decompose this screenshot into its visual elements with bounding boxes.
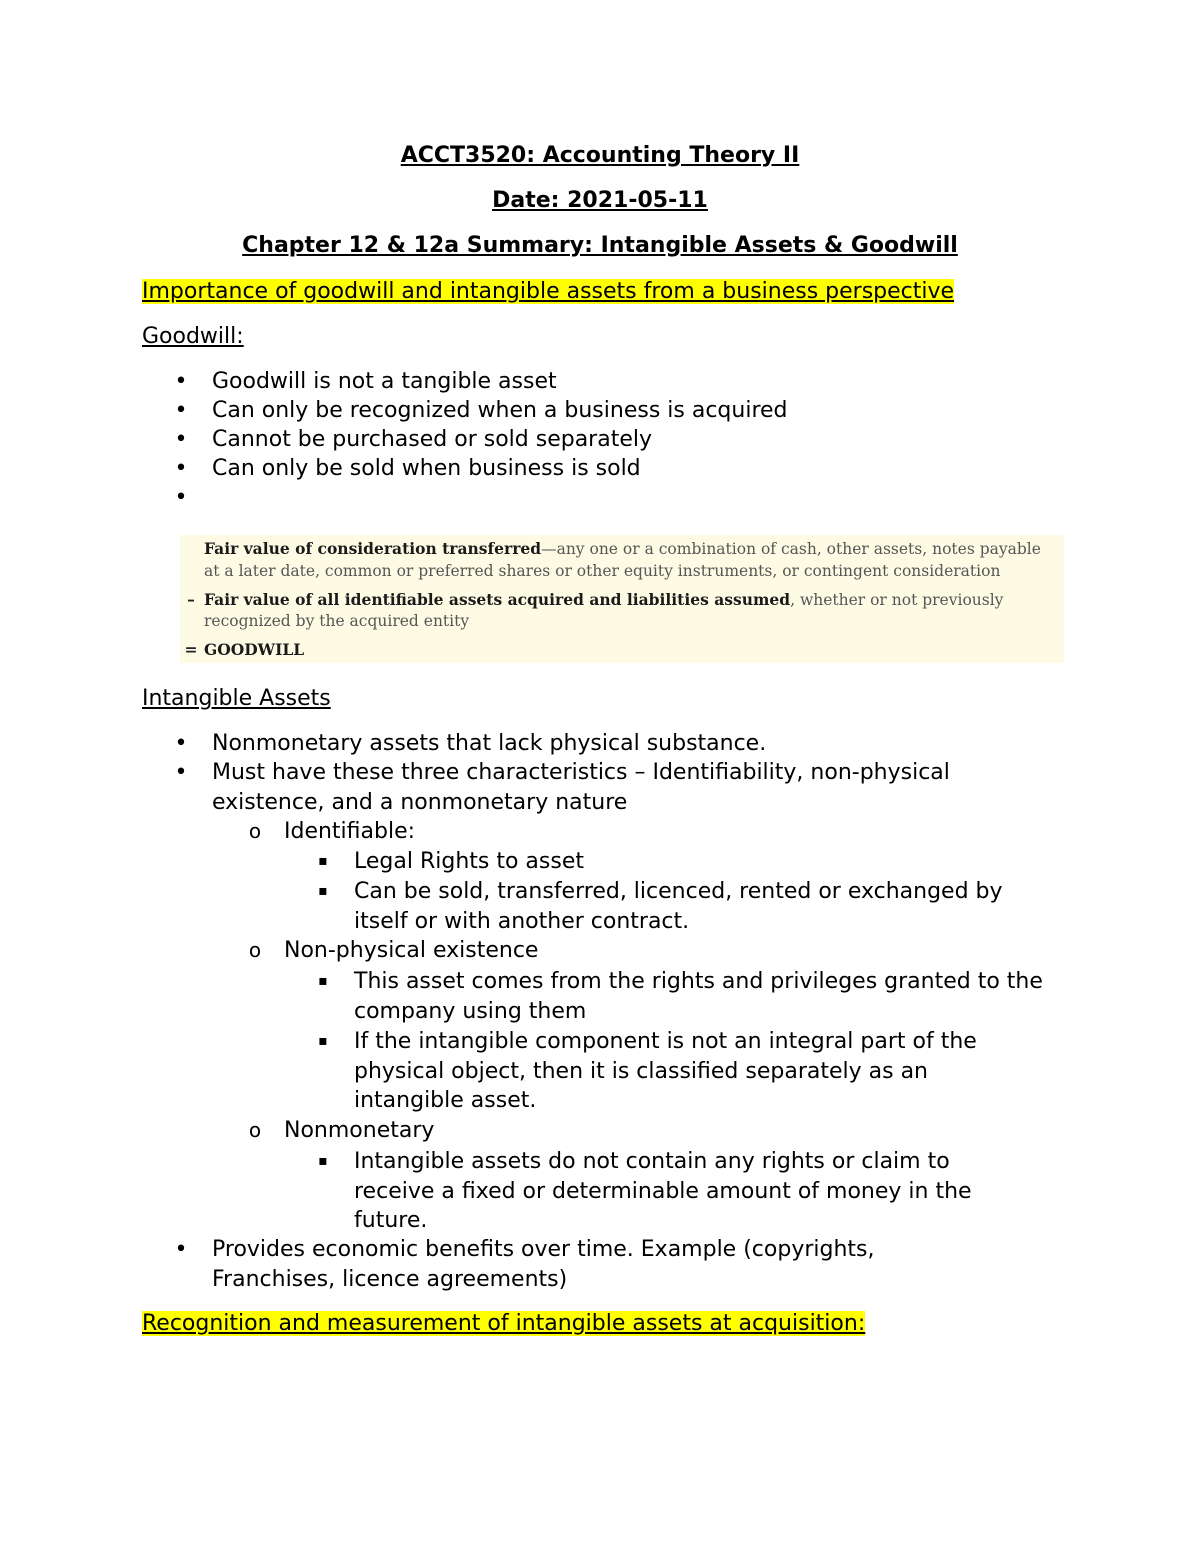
square-bullet-icon: ▪ [318,883,328,899]
identifiable-item: Can be sold, transferred, licenced, rented or exchanged by itself or with another contract. [354,879,1003,934]
bullet-icon: • [174,1237,188,1262]
nonphysical-item: If the intangible component is not an integral part of the physical object, then it is classified separately as an intangible asset. [354,1029,977,1113]
bullet-icon: • [174,398,188,423]
goodwill-bullet: Can only be recognized when a business is acquired [212,398,788,423]
identifiable-item: Legal Rights to asset [354,849,584,874]
bullet-icon: • [174,760,188,785]
section-heading-recognition [142,1309,865,1339]
sub-bullet-icon: o [248,819,262,843]
square-bullet-icon: ▪ [318,1033,328,1049]
nonmonetary-item: Intangible assets do not contain any rights or claim to receive a fixed or determinable amount of money in the future. [354,1149,972,1233]
nonphysical-item: This asset comes from the rights and privileges granted to the company using them [354,969,1043,1024]
sub-bullet-icon: o [248,938,262,962]
intangible-assets-label: Intangible Assets [142,686,331,711]
chapter-title: Chapter 12 & 12a Summary: Intangible Assets & Goodwill [242,233,958,258]
formula-minus-operator: – [187,590,195,609]
square-bullet-icon: ▪ [318,1153,328,1169]
bullet-icon: • [174,369,188,394]
formula-consideration-desc-cont: at a later date, common or preferred shares or other equity instruments, or contingent consideration [204,562,1001,580]
formula-equals-operator: = [184,640,198,659]
goodwill-bullet: Cannot be purchased or sold separately [212,427,652,452]
formula-consideration-desc: —any one or a combination of cash, other assets, notes payable [541,540,1041,558]
goodwill-formula-box [180,535,1064,663]
formula-assets-desc-cont: recognized by the acquired entity [204,612,470,630]
nonmonetary-label: Nonmonetary [284,1118,435,1143]
identifiable-label: Identifiable: [284,819,416,844]
square-bullet-icon: ▪ [318,973,328,989]
nonphysical-label: Non-physical existence [284,938,539,963]
square-bullet-icon: ▪ [318,853,328,869]
section-heading-importance [142,277,954,307]
formula-consideration-term: Fair value of consideration transferred [204,539,542,558]
intangible-bullet-characteristics: Must have these three characteristics – Identifiability, non-physical existence, and a nonmonetary nature [212,760,950,815]
bullet-icon: • [174,456,188,481]
course-title: ACCT3520: Accounting Theory II [400,143,800,168]
intangible-bullet-benefits: Provides economic benefits over time. Example (copyrights, Franchises, licence agreements) [212,1237,875,1292]
goodwill-bullet: Goodwill is not a tangible asset [212,369,557,394]
intangible-bullet-definition: Nonmonetary assets that lack physical substance. [212,731,767,756]
goodwill-bullet: Can only be sold when business is sold [212,456,641,481]
sub-bullet-icon: o [248,1118,262,1142]
formula-assets-desc: , whether or not previously [790,591,1004,609]
goodwill-label: Goodwill: [142,324,244,349]
bullet-icon: • [174,485,188,510]
bullet-icon: • [174,731,188,756]
document-date: Date: 2021-05-11 [492,188,708,213]
section-heading-importance-text: Importance of goodwill and intangible assets from a business perspective [142,279,955,304]
section-heading-recognition-text: Recognition and measurement of intangible assets at acquisition: [142,1311,866,1336]
bullet-icon: • [174,427,188,452]
formula-assets-term: Fair value of all identifiable assets acquired and liabilities assumed [204,590,791,609]
formula-goodwill-result: GOODWILL [204,640,305,659]
